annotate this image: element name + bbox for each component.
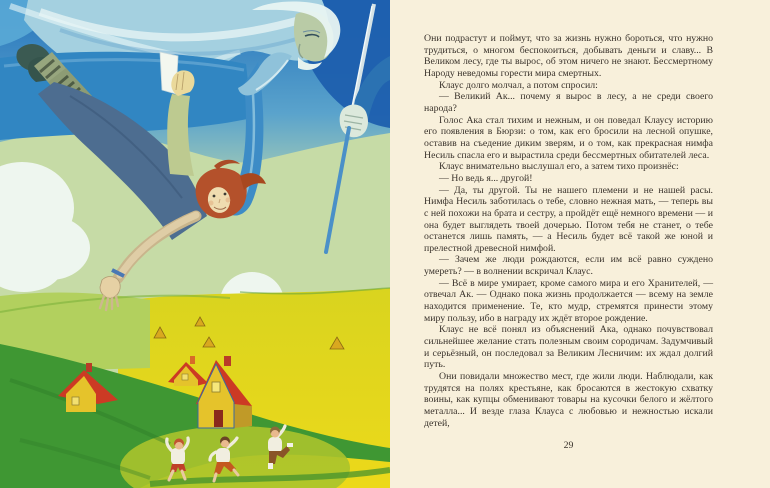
paragraph: Клаус не всё понял из объяснений Ака, однако почувствовал сильнейшее желание стать полезным своим сородичам. Задумчивый и серьёзный, он последовал за Великим Лесничим: их ждал долгий путь. [424,324,713,371]
paragraph: Клаус долго молчал, а потом спросил: [439,79,598,91]
paragraph: — Великий Ак... почему я вырос в лесу, а не среди своего народа? [424,91,713,114]
paragraph: — Зачем же люди рождаются, если им всё равно суждено умереть? — в волнении вскричал Клаус. [424,254,713,278]
paragraph: Они подрастут и поймут, что за жизнь нужно бороться, что нужно трудиться, о многом беспокоиться, добывать деньги и славу... В Великом лесу, где ты вырос, об этом ничего не знают. Бессмертному Народу неведомы горести мира смертных. [424,33,713,79]
paragraph: — Да, ты другой. Ты не нашего племени и не нашей расы. Нимфа Несиль заботилась о тебе, словно нежная мать, — теперь вы с ней похожи на брата и сестру, а пройдёт ещё немного времени — и она будет выглядеть твоей дочерью. Потом тебя не станет, о тебе останется лишь память, — а Несиль будет всё такой же юной и прелестной древесной нимфой. [424,184,713,254]
page-number: 29 [563,440,574,451]
paragraph: Голос Ака стал тихим и нежным, и он поведал Клаусу историю его появления в Бюрзи: о том, как его бросили на лесной опушке, оставив на съедение диким зверям, и о том, как прекрасная нимфа Несиль спасла его и вырастила среди бессмертных обитателей леса. [424,114,713,161]
paragraph: — Всё в мире умирает, кроме самого мира и его Хранителей, — отвечал Ак. — Однако пока жизнь продолжается — всему на земле находится применение. Те, кто мудр, стремятся принести этому миру пользу, ибо в награду их ждёт второе рождение. [424,277,713,324]
paragraph: Они повидали множество мест, где жили люди. Наблюдали, как трудятся на полях крестьяне, как бросаются в жестокую схватку воины, как купцы обменивают товары на кусочки белого и жёлтого металла... И везде глаза Клауса с любовью и нежностью искали детей, [424,371,713,429]
ak-hand [340,105,368,138]
text-page [424,33,713,429]
paragraph: — Но ведь я... другой! [439,172,533,184]
landscape [0,288,390,488]
paragraph: Клаус внимательно выслушал его, а затем тихо произнёс: [439,161,679,173]
